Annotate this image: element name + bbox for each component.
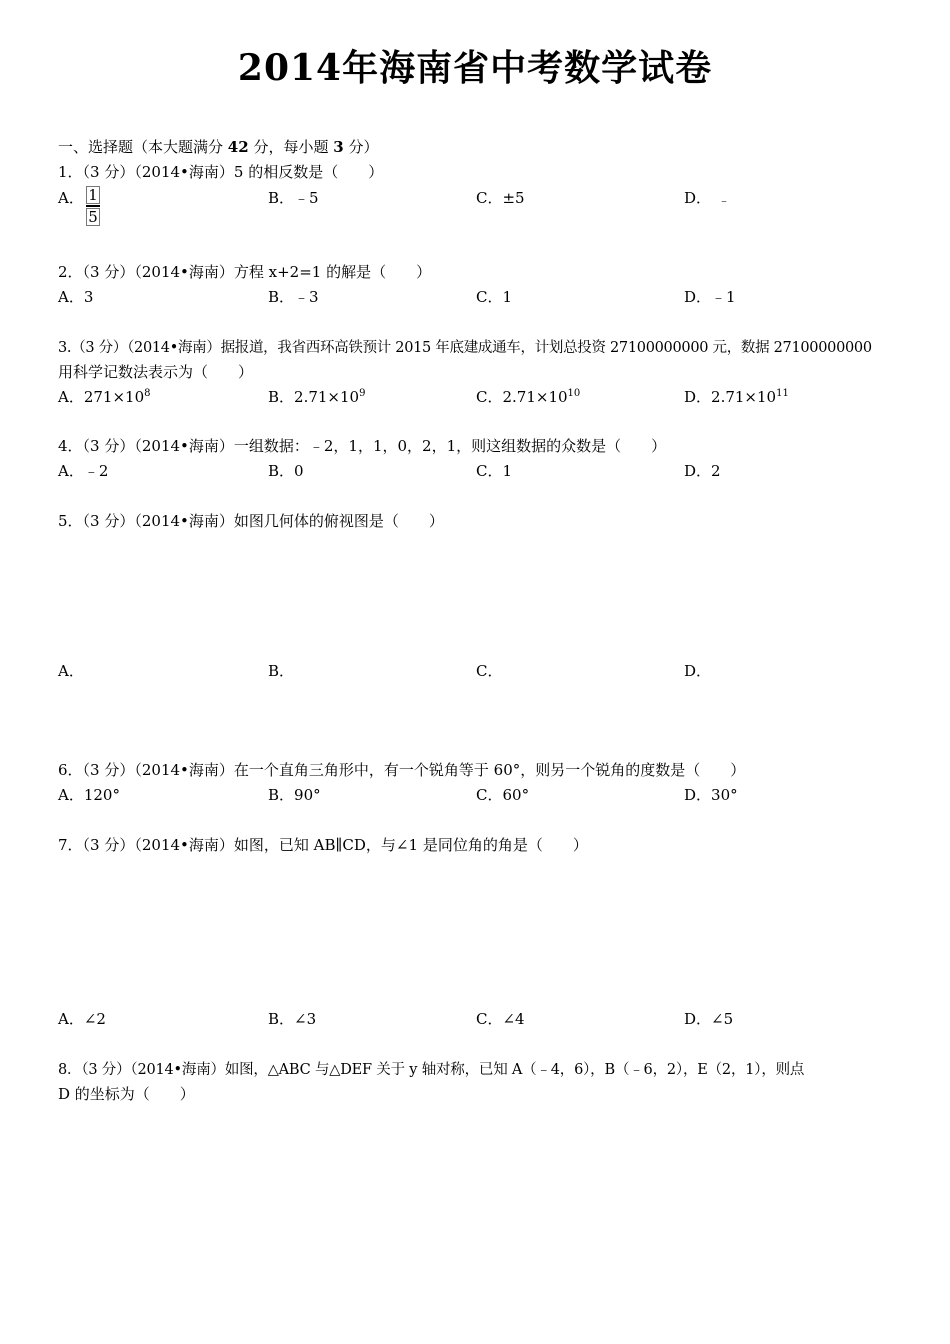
q3-option-a <box>58 386 151 407</box>
q5-option-a: A． <box>58 662 84 680</box>
question-1-stem: 1．（3 分）（2014•海南）5 的相反数是（ ） <box>58 163 384 181</box>
q6-option-c: C．60° <box>476 786 530 804</box>
q2-option-a: A．3 <box>58 288 94 306</box>
question-4-stem: 4．（3 分）（2014•海南）一组数据：﹣2，1，1，0，2，1，则这组数据的众数是（ ） <box>58 437 667 455</box>
fraction-bar <box>86 205 100 207</box>
question-2-stem: 2．（3 分）（2014•海南）方程 x+2=1 的解是（ ） <box>58 263 432 281</box>
section-mid: 分，每小题 <box>253 138 329 156</box>
q7-option-b: B．∠3 <box>268 1010 317 1028</box>
q1-option-d-minus: ﹣ <box>718 193 731 207</box>
q2-option-d: D．﹣1 <box>684 288 736 306</box>
question-3-stem-line1: 3.（3 分）（2014•海南）据报道，我省西环高铁预计 2015 年底建成通车，计划总投资 27100000000 元，数据 27100000000 <box>58 340 872 356</box>
q6-option-d: D．30° <box>684 786 738 804</box>
q3-option-b-base: B．2.71×10 <box>268 388 360 406</box>
q4-option-b: B．0 <box>268 462 304 480</box>
q5-option-b: B． <box>268 662 295 680</box>
q5-option-c: C． <box>476 662 503 680</box>
question-8-stem-line2: D 的坐标为（ ） <box>58 1085 195 1103</box>
question-8-stem-line1: 8．（3 分）（2014•海南）如图，△ABC 与△DEF 关于 y 轴对称，已知 A（﹣4，6），B（﹣6，2），E（2，1），则点 <box>58 1062 805 1078</box>
q7-option-a: A．∠2 <box>58 1010 106 1028</box>
q2-option-c: C．1 <box>476 288 513 306</box>
q4-option-a: A．﹣2 <box>58 462 109 480</box>
q1-option-a: A． <box>58 189 84 207</box>
q3-option-d <box>684 386 789 407</box>
q1-option-c: C．±5 <box>476 189 525 207</box>
q3-option-c-exponent: 10 <box>567 388 581 399</box>
question-5-stem: 5．（3 分）（2014•海南）如图几何体的俯视图是（ ） <box>58 512 444 530</box>
section-total: 42 <box>227 138 249 156</box>
q3-option-c <box>476 386 580 407</box>
q3-option-b-exponent: 9 <box>359 388 366 399</box>
section-suffix: 分） <box>348 138 379 156</box>
section-each: 3 <box>333 138 344 156</box>
q4-option-c: C．1 <box>476 462 513 480</box>
q6-option-a: A．120° <box>58 786 120 804</box>
q7-option-c: C．∠4 <box>476 1010 525 1028</box>
q4-option-d: D．2 <box>684 462 721 480</box>
q3-option-d-base: D．2.71×10 <box>684 388 777 406</box>
question-3-stem-line2: 用科学记数法表示为（ ） <box>58 363 254 381</box>
fraction-numerator: 1 <box>86 186 100 204</box>
q6-option-b: B．90° <box>268 786 321 804</box>
q5-option-d: D． <box>684 662 712 680</box>
fraction-denominator: 5 <box>86 208 100 226</box>
q1-option-b: B．﹣5 <box>268 189 319 207</box>
q2-option-b: B．﹣3 <box>268 288 319 306</box>
q7-option-d: D．∠5 <box>684 1010 734 1028</box>
q1-option-a-fraction <box>86 186 100 226</box>
q3-option-a-exponent: 8 <box>144 388 151 399</box>
question-6-stem: 6．（3 分）（2014•海南）在一个直角三角形中，有一个锐角等于 60°，则另一个锐角的度数是（ ） <box>58 761 746 779</box>
q3-option-a-base: A．271×10 <box>58 388 145 406</box>
section-header <box>58 136 378 157</box>
question-7-stem: 7．（3 分）（2014•海南）如图，已知 AB∥CD，与∠1 是同位角的角是（ ） <box>58 836 588 854</box>
q3-option-d-exponent: 11 <box>776 388 789 399</box>
page-title: 2014年海南省中考数学试卷 <box>237 47 713 89</box>
q1-option-d: D． <box>684 189 712 207</box>
section-prefix: 一、选择题（本大题满分 <box>58 138 224 156</box>
q3-option-c-base: C．2.71×10 <box>476 388 568 406</box>
q3-option-b <box>268 386 365 407</box>
